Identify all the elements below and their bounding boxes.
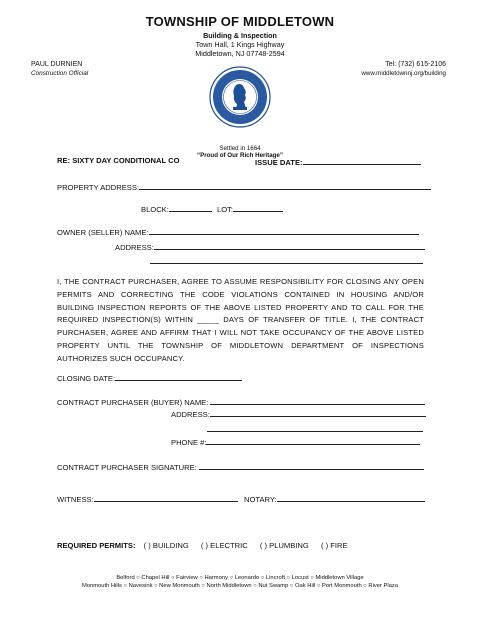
owner-name-line[interactable] <box>149 226 419 235</box>
re-subject: RE: SIXTY DAY CONDITIONAL CO <box>57 156 180 165</box>
signature-label: CONTRACT PURCHASER SIGNATURE: <box>57 463 197 472</box>
telephone: Tel: (732) 615-2106 <box>385 61 446 68</box>
buyer-address-line-2[interactable] <box>207 423 423 432</box>
permit-fire-option[interactable]: ( ) FIRE <box>320 541 348 550</box>
buyer-name-line[interactable] <box>210 396 425 405</box>
property-address-label: PROPERTY ADDRESS: <box>57 183 140 192</box>
witness-field[interactable] <box>57 493 238 504</box>
buyer-address-field[interactable] <box>171 408 426 419</box>
phone-field[interactable] <box>171 436 420 447</box>
issue-date-line[interactable] <box>303 156 421 165</box>
owner-address-field[interactable] <box>115 241 425 252</box>
footer-villages-line-2: Monmouth Hills ○ Navesink ○ New Monmouth ○ North Middletown ○ Nut Swamp ○ Oak Hill ○ Port Monmouth ○ River Plaza <box>81 583 399 589</box>
permit-plumbing-option[interactable]: ( ) PLUMBING <box>259 541 309 550</box>
address-line-2: Middletown, NJ 07748-2594 <box>195 49 285 58</box>
issue-date-field[interactable] <box>255 156 421 167</box>
buyer-address-field-2[interactable] <box>207 423 423 434</box>
permit-building-option[interactable]: ( ) BUILDING <box>143 541 189 550</box>
permit-electric-option[interactable]: ( ) ELECTRIC <box>200 541 248 550</box>
settled-year: Settled in 1664 <box>219 145 261 152</box>
official-title: Construction Official <box>31 70 89 77</box>
lot-label: LOT: <box>217 205 234 214</box>
phone-label: PHONE #: <box>171 438 207 447</box>
lot-field[interactable] <box>217 203 283 214</box>
property-address-field[interactable] <box>57 181 431 192</box>
required-permits-label: REQUIRED PERMITS: <box>57 541 136 550</box>
agreement-paragraph: I, THE CONTRACT PURCHASER, AGREE TO ASSUME RESPONSIBILITY FOR CLOSING ANY OPEN PERMITS AND CORRECTING THE CODE VIOLATIONS CONTAINED IN HOUSING AND/OR BUILDING INSPECTION REPORTS OF THE ABOVE LISTED PROPERTY AND TO CALL FOR THE REQUIRED INSPECTION(S) WITHIN _____ DAYS OF TRANSFER OF TITLE. I, THE CONTRACT PURCHASER, AGREE AND AFFIRM THAT I WILL NOT TAKE OCCUPANCY OF THE ABOVE LISTED PROPERTY UNTIL THE TOWNSHIP OF MIDDLETOWN DEPARTMENT OF INSPECTIONS AUTHORIZES SUCH OCCUPANCY. <box>57 277 424 363</box>
buyer-name-field[interactable] <box>57 396 425 407</box>
property-address-line[interactable] <box>139 181 431 190</box>
witness-line[interactable] <box>94 493 238 502</box>
witness-label: WITNESS: <box>57 495 94 504</box>
block-field[interactable] <box>141 203 212 214</box>
buyer-address-label: ADDRESS: <box>171 410 210 419</box>
closing-date-line[interactable] <box>115 372 242 381</box>
lot-line[interactable] <box>233 203 283 212</box>
notary-line[interactable] <box>277 493 425 502</box>
notary-label: NOTARY: <box>244 495 277 504</box>
official-name: PAUL DURNIEN <box>31 61 83 68</box>
owner-address-line[interactable] <box>154 241 425 250</box>
address-line-1: Town Hall, 1 Kings Highway <box>195 40 285 49</box>
required-permits-row <box>57 541 348 550</box>
township-title: TOWNSHIP OF MIDDLETOWN <box>145 14 335 29</box>
buyer-address-line[interactable] <box>210 408 426 417</box>
signature-field[interactable] <box>57 461 424 472</box>
owner-address-line-2[interactable] <box>150 255 423 264</box>
signature-line[interactable] <box>199 461 424 470</box>
owner-address-label: ADDRESS: <box>115 243 154 252</box>
notary-field[interactable] <box>244 493 425 504</box>
closing-date-label: CLOSING DATE: <box>57 374 116 383</box>
township-seal-icon <box>209 66 271 128</box>
buyer-name-label: CONTRACT PURCHASER (BUYER) NAME: <box>57 398 209 407</box>
block-label: BLOCK: <box>141 205 169 214</box>
footer-villages-line-1: Belford ○ Chapel Hill ○ Fairview ○ Harmony ○ Leonardo ○ Lincroft ○ Locust ○ Middletown Village <box>116 575 364 581</box>
closing-date-field[interactable] <box>57 372 242 383</box>
owner-name-label: OWNER (SELLER) NAME: <box>57 228 149 237</box>
owner-name-field[interactable] <box>57 226 419 237</box>
owner-address-field-2[interactable] <box>150 255 423 266</box>
phone-line[interactable] <box>206 436 420 445</box>
website-link[interactable]: www.middletownnj.org/building <box>361 70 446 77</box>
block-line[interactable] <box>169 203 212 212</box>
issue-date-label: ISSUE DATE: <box>255 158 303 167</box>
department-name: Building & Inspection <box>203 31 277 40</box>
township-motto: “Proud of Our Rich Heritage” <box>197 152 283 159</box>
